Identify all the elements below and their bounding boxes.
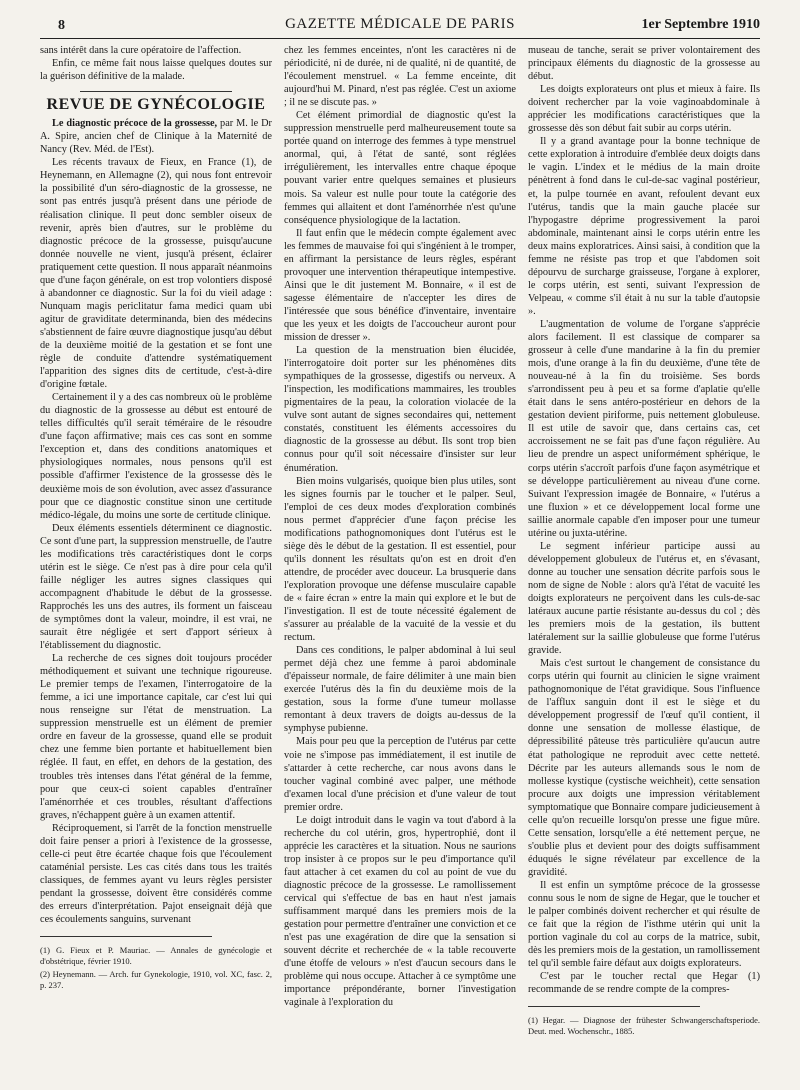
paragraph: Il est enfin un symptôme précoce de la grossesse connu sous le nom de signe de Hegar, que le toucher et le palper combinés doivent rechercher et qui résulte de ce fait que la région de l'isthme utérin qui unit la portion vaginale du col au corps de la matrice, subit, dès les premiers mois de la gestation, un ramollissement tel qu'il semble faire défaut aux doigts explorateurs.: [528, 880, 760, 970]
footnote-divider: [528, 1006, 700, 1007]
paragraph: La recherche de ces signes doit toujours procéder méthodiquement et suivant une technique rigoureuse. Le premier temps de l'examen, l'interrogatoire de la femme, a ici une importance capitale, car c'est lui qui nous renseigne sur l'état de menstruation. La suppression menstruelle est un élément de premier ordre en faveur de la grossesse, quand elle se produit chez une femme bien portante et habituellement bien réglée. Il faut, en effet, en dehors de la gestation, des troubles très intenses dans l'état général de la femme, pour que ceux-ci soient capables d'entraîner l'aménorrhée et ces troubles, résultant d'affections graves, n'échappent guère à un examen attentif.: [40, 653, 272, 821]
paragraph: L'augmentation de volume de l'organe s'apprécie alors facilement. Il est classique de comparer sa grosseur à celle d'une mandarine à la fin du premier mois, d'une orange à la fin du deuxième, d'une tête de nouveau-né à la fin du troisième. Ses bords s'arrondissent peu à peu et sa forme d'aplatie qu'elle était dans le sens antéro-postérieur en dehors de la gestation devient piriforme, puis nettement globuleuse. Il est utile de savoir que, dans certains cas, cet accroissement ne se fait pas d'une façon régulière. Au lieu de prendre un aspect uniformément sphérique, le corps utérin s'accroît parfois d'une façon asymétrique et se développe particulièrement au niveau d'une corne. Suivant l'expression imagée de Bonnaire, « l'utérus a une fluxion » et ce développement local forme une saillie anormale capable d'en imposer pour une tumeur utérine ou juxta-utérine.: [528, 318, 760, 539]
page-header: [40, 14, 760, 39]
column-2: [284, 44, 516, 1044]
paragraph: Il y a grand avantage pour la bonne technique de cette exploration à introduire d'emblée deux doigts dans le vagin. L'index et le médius de la main droite pénètrent à fond dans le cul-de-sac vaginal postérieur, et, la pulpe tournée en avant, refoulent devant eux l'utérus, tandis que la main gauche placée sur l'hypogastre déprime progressivement la paroi abdominale, maintenant ainsi le corps utérin entre les deux mains exploratrices. Ainsi saisi, à condition que la femme ne résiste pas trop et que l'abdomen soit dépourvu de surcharge graisseuse, l'organe à explorer, le corps utérin, est senti, suivant l'expression de Velpeau, « comme s'il était à nu sur la table d'autopsie ».: [528, 136, 760, 317]
article-title: Le diagnostic précoce de la grossesse,: [52, 118, 218, 130]
paragraph: chez les femmes enceintes, n'ont les caractères ni de périodicité, ni de durée, ni de qualité, ni de quantité, de l'écoulement menstruel. « La femme enceinte, dit aujourd'hui M. Pinard, n'est pas réglée. C'est un axiome ; il ne se discute pas. »: [284, 45, 516, 109]
paragraph: Deux éléments essentiels déterminent ce diagnostic. Ce sont d'une part, la suppression menstruelle, de l'autre les modifications très caractéristiques dont le corps utérin est le siège. Ce n'est pas à dire pour cela qu'il faille négliger les autres signes classiques qui accompagnent d'habitude le début de la grossesse. Rapprochés les uns des autres, ils forment un faisceau de symptômes dont la valeur, moindre, il est vrai, ne saurait être négligée et sert d'apport sérieux à l'établissement du diagnostic.: [40, 522, 272, 652]
paragraph: Le segment inférieur participe aussi au développement globuleux de l'utérus et, en s'évasant, donne au toucher une sensation décrite parfois sous le nom de signe de Noble : alors qu'à l'état de vacuité les doigts explorateurs ne perçoivent dans les culs-de-sac latéraux aucune partie résistante au-dessus du col ; dès les premiers mois de la gestation, ils buttent latéralement sur la saillie globuleuse que forme l'utérus gravide.: [528, 540, 760, 657]
section-title: REVUE DE GYNÉCOLOGIE: [46, 96, 266, 114]
paragraph: Enfin, ce même fait nous laisse quelques doutes sur la guérison définitive de la malade.: [40, 58, 272, 83]
paragraph: C'est par le toucher rectal que Hegar (1) recommande de se rendre compte de la compres-: [528, 971, 760, 996]
footnote: (1) Hegar. — Diagnose der frühester Schwangerschaftsperiode. Deut. med. Wochenschr., 1885.: [528, 1015, 760, 1037]
paragraph: Bien moins vulgarisés, quoique bien plus utiles, sont les signes fournis par le toucher et le palper. Seul, l'emploi de ces deux modes d'exploration combinés nous permet d'apprécier d'une façon précise les modifications pathognomoniques dont l'utérus est le siège dès le début de la gestation. Il est essentiel, pour qu'ils donnent les résultats qu'on est en droit d'en attendre, de procéder avec douceur. La brusquerie dans l'exploration provoque une défense musculaire capable de « faire écran » entre la main qui explore et le but de l'investigation. Il est de toute nécessité également de s'assurer au préalable de la vacuité de la vessie et du rectum.: [284, 475, 516, 644]
paragraph: Mais pour peu que la perception de l'utérus par cette voie ne s'impose pas immédiatement, il est inutile de s'attarder à cette recherche, car nous avons dans le toucher vaginal combiné avec palper, une méthode d'examen local d'une précision et d'une valeur de tout premier ordre.: [284, 736, 516, 813]
footnote: (1) G. Fieux et P. Mauriac. — Annales de gynécologie et d'obstétrique, février 1910.: [40, 945, 272, 967]
paragraph: Certainement il y a des cas nombreux où le problème du diagnostic de la grossesse au début est entouré de telles difficultés qu'il serait téméraire de le résoudre d'une façon affirmative; mais ces cas sont en somme l'exception et, dans des conditions anatomiques et physiologiques normales, nous pensons qu'il est possible d'affirmer l'existence de la grossesse dès le deuxième mois de son évolution, avec assez d'assurance pour que ce diagnostic constitue sinon une certitude médico-légale, du moins une sorte de certitude clinique.: [40, 392, 272, 521]
paragraph: Il faut enfin que le médecin compte également avec les femmes de mauvaise foi qui s'ingénient à le tromper, en affirmant la persistance de leurs règles, espérant provoquer une intervention thérapeutique intempestive. Ainsi que le dit justement M. Bonnaire, « il est de sagesse élémentaire de n'accepter les dires de l'intéressée que sous bénéfice d'inventaire, inventaire que les yeux et les doigts de l'accoucheur auront pour mission de dresser ».: [284, 227, 516, 344]
paragraph: Le doigt introduit dans le vagin va tout d'abord à la recherche du col utérin, gros, hypertrophié, dont il apprécie les caractères et la situation. Nous ne saurions trop insister à ce propos sur le peu d'importance qu'il faut attacher à cet examen du col au point de vue du diagnostic précoce de la grossesse. Le ramollissement cervical qui s'effectue de bas en haut n'est jamais suffisamment marqué dans les premiers mois de la gestation pour permettre d'entraîner une conviction et ce n'est pas une exagération de dire que la sensation si souvent décrite et recherchée de « la table recouverte d'une étoffe de velours » n'est d'aucun secours dans le problème qui nous occupe. Attacher à ce symptôme une importance prépondérante, borner l'investigation vaginale à l'exploration du: [284, 814, 516, 1009]
paragraph: Les doigts explorateurs ont plus et mieux à faire. Ils doivent rechercher par la voie vaginoabdominale à apprécier les modifications caractéristiques que la grossesse dès son début fait subir au corps utérin.: [528, 84, 760, 135]
paragraph: La question de la menstruation bien élucidée, l'interrogatoire doit porter sur les phénomènes dits sympathiques de la grossesse, digestifs ou nerveux. A l'inspection, les modifications mammaires, les troubles pigmentaires de la peau, la coloration violacée de la vulve sont autant de signes secondaires qui, nettement constatés, constituent les éléments accessoires du diagnostic de la grossesse au début. Ils sont trop bien connus pour qu'il soit nécessaire d'insister sur leur énumération.: [284, 345, 516, 474]
footnote-divider: [40, 936, 212, 937]
paragraph: Les récents travaux de Fieux, en France (1), de Heynemann, en Allemagne (2), qui nous font entrevoir la possibilité d'un séro-diagnostic de la grossesse, ne sont pas entrés jusqu'à présent dans une période de réalisation clinique. Il peut donc sembler oiseux de revenir, après bien d'autres, sur le problème du diagnostic précoce de la grossesse, puisqu'aucune donnée nouvelle ne vient, jusqu'à présent, éclairer pratiquement cette question. Il nous apparaît néanmoins que d'une façon générale, on est trop volontiers disposé à abandonner ce diagnostic. Sur la foi du vieil adage : Nunquam magis periclitatur fama medici quam ubi agitur de graviditate determinanda, bien des médecins s'abstiennent de faire œuvre diagnostique jusqu'au début de la deuxième moitié de la gestation et se font une règle de conduite d'attendre systématiquement l'apparition des signes dits de certitude, c'est-à-dire d'origine fœtale.: [40, 157, 272, 391]
footnote: (2) Heynemann. — Arch. fur Gynekologie, 1910, vol. XC, fasc. 2, p. 237.: [40, 969, 272, 991]
article-heading: [40, 117, 272, 156]
paragraph: Réciproquement, si l'arrêt de la fonction menstruelle doit faire penser a priori à l'existence de la grossesse, celle-ci peut être écartée chaque fois que l'écoulement cataménial persiste. Les cas cités dans tous les traités classiques, de femmes ayant vu leurs règles persister pendant la grossesse, doivent être considérés comme des erreurs d'interprétation. Pajot enseignait déjà que ces écoulements sanguins, survenant: [40, 822, 272, 926]
divider: [80, 91, 232, 92]
page-number: 8: [58, 18, 65, 33]
article-columns: [40, 44, 760, 1044]
paragraph: Dans ces conditions, le palper abdominal à lui seul permet déjà chez une femme à paroi abdominale d'épaisseur normale, de faire délimiter à une main bien exercée l'utérus dès la fin du deuxième mois de la gestation, sous la forme d'une tumeur mollasse remontant à deux travers de doigts au-dessus de la symphyse pubienne.: [284, 645, 516, 735]
paragraph: sans intérêt dans la cure opératoire de l'affection.: [40, 45, 242, 56]
column-1: [40, 44, 272, 1044]
paragraph: museau de tanche, serait se priver volontairement des principaux éléments du diagnostic de la grossesse au début.: [528, 45, 760, 83]
paragraph: Mais c'est surtout le changement de consistance du corps utérin qui fournit au clinicien le signe vraiment pathognomonique de l'état gravidique. Sous l'influence de l'afflux sanguin dont il est le siège et du développement progressif de l'œuf qu'il contient, il donne une sensation de mollesse élastique, de dépressibilité pâteuse très particulière qu'aucun autre état pathologique ne reproduit avec cette netteté. Décrite par les auteurs allemands sous le nom de mollesse kystique (cystische weichheit), cette sensation procure aux doigts une impression véritablement symptomatique que Bonnaire compare judicieusement à celle qu'on recueille lorsqu'on presse une figue mûre. Cette sensation, lorsqu'elle a été nettement perçue, ne s'oublie plus et devient pour des doigts suffisamment éduqués le signe révélateur par excellence de la gravidité.: [528, 658, 760, 878]
article-byline: par M. le Dr A. Spire, ancien chef de Clinique à la Maternité de Nancy (Rev. Méd. de l'Est).: [40, 118, 272, 156]
journal-title: GAZETTE MÉDICALE DE PARIS: [285, 16, 515, 32]
issue-date: 1er Septembre 1910: [641, 17, 760, 32]
column-3: [528, 44, 760, 1044]
paragraph: Cet élément primordial de diagnostic qu'est la suppression menstruelle perd malheureusement toute sa portée quand on interroge des femmes à type menstruel anormal, qui, à l'état de santé, sont réglées irrégulièrement, les intervalles entre chaque époque pouvant varier entre quelques semaines et plusieurs mois. Sa valeur est nulle pour toute la catégorie des femmes qui allaitent et dont l'aménorrhée n'est qu'une conséquence physiologique de la lactation.: [284, 110, 516, 226]
